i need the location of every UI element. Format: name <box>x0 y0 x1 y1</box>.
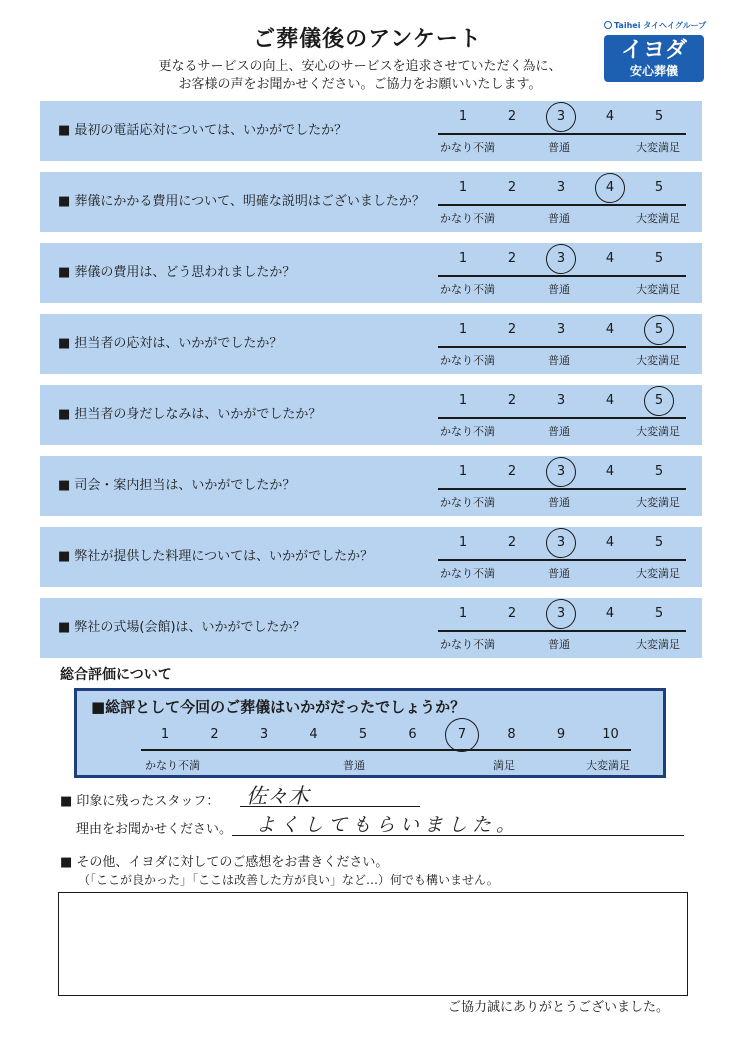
rating-option[interactable]: 4 <box>605 464 615 479</box>
question-row <box>40 243 702 303</box>
rating-option[interactable]: 3 <box>556 393 566 408</box>
rating-option[interactable]: 2 <box>507 109 517 124</box>
scale-label-high: 大変満足 <box>636 354 680 367</box>
rating-option[interactable]: 2 <box>507 393 517 408</box>
scale-label-mid: 普通 <box>548 354 570 367</box>
scale-line <box>141 749 631 751</box>
rating-option[interactable]: 3 <box>556 322 566 337</box>
rating-option[interactable]: 3 <box>556 464 566 479</box>
scale-line <box>438 133 686 135</box>
selected-rating-circle <box>641 383 677 419</box>
overall-rating-option[interactable]: 3 <box>259 727 269 742</box>
selected-rating-circle <box>592 170 628 206</box>
scale-line <box>438 488 686 490</box>
selected-rating-circle <box>543 241 579 277</box>
scale-label-mid: 普通 <box>548 496 570 509</box>
scale-label-mid: 普通 <box>548 425 570 438</box>
question-text: ■ 葬儀の費用は、どう思われましたか？ <box>58 265 296 280</box>
rating-scale <box>438 456 686 516</box>
page-title: ご葬儀後のアンケート <box>253 27 482 52</box>
rating-option[interactable]: 1 <box>458 535 468 550</box>
scale-line <box>438 275 686 277</box>
scale-label-high: 大変満足 <box>636 496 680 509</box>
overall-rating-option[interactable]: 5 <box>358 727 368 742</box>
rating-scale <box>438 598 686 658</box>
overall-rating-option[interactable]: 6 <box>408 727 417 742</box>
rating-scale <box>438 243 686 303</box>
question-row <box>40 456 702 516</box>
question-text: ■ 葬儀にかかる費用について、明確な説明はございましたか？ <box>58 194 425 209</box>
scale-label-low: かなり不満 <box>440 212 495 225</box>
scale-label-mid: 普通 <box>548 283 570 296</box>
rating-option[interactable]: 1 <box>458 464 468 479</box>
logo-box <box>604 35 704 82</box>
rating-scale <box>438 527 686 587</box>
scale-label-mid: 普通 <box>548 212 570 225</box>
question-text: ■ 担当者の応対は、いかがでしたか？ <box>58 336 283 351</box>
intro-line-2: お客様の声をお聞かせください。ご協力をお願いいたします。 <box>178 77 542 92</box>
rating-option[interactable]: 5 <box>654 464 664 479</box>
selected-rating-circle <box>641 312 677 348</box>
other-comments-hint: （「ここが良かった」「ここは改善した方が良い」など…）何でも構いません。 <box>78 873 499 887</box>
question-row <box>40 598 702 658</box>
company-logo <box>604 20 707 94</box>
comment-box[interactable] <box>58 892 688 996</box>
group-name: Taihei タイヘイグループ <box>614 21 707 30</box>
scale-label-low: かなり不満 <box>440 638 495 651</box>
scale-label-mid: 普通 <box>343 759 365 772</box>
scale-label-high: 大変満足 <box>586 759 630 772</box>
scale-label-low: かなり不満 <box>440 425 495 438</box>
scale-label-low: かなり不満 <box>440 141 495 154</box>
reason-label: 理由をお聞かせください。 <box>76 822 233 837</box>
overall-question: ■総評として今回のご葬儀はいかがだったでしょうか？ <box>91 698 466 716</box>
rating-option[interactable]: 2 <box>507 251 517 266</box>
scale-label-mid: 普通 <box>548 141 570 154</box>
overall-rating-option[interactable]: 7 <box>457 727 467 742</box>
rating-option[interactable]: 4 <box>605 606 615 621</box>
rating-scale <box>438 101 686 161</box>
overall-scale <box>141 691 631 781</box>
logo-name: イヨダ <box>620 38 687 63</box>
rating-option[interactable]: 5 <box>654 251 664 266</box>
scale-label-low: かなり不満 <box>440 567 495 580</box>
scale-label-low: かなり不満 <box>440 283 495 296</box>
scale-label-high: 大変満足 <box>636 567 680 580</box>
rating-option[interactable]: 1 <box>458 322 468 337</box>
question-row <box>40 314 702 374</box>
question-text: ■ 担当者の身だしなみは、いかがでしたか？ <box>58 407 322 422</box>
rating-option[interactable]: 3 <box>556 535 566 550</box>
rating-scale <box>438 385 686 445</box>
selected-rating-circle <box>543 454 579 490</box>
question-row <box>40 527 702 587</box>
selected-rating-circle <box>543 596 579 632</box>
rating-option[interactable]: 3 <box>556 251 566 266</box>
rating-option[interactable]: 5 <box>654 180 664 195</box>
scale-label-mid: 普通 <box>548 567 570 580</box>
rating-option[interactable]: 4 <box>605 393 615 408</box>
question-row <box>40 385 702 445</box>
group-brand <box>604 20 707 31</box>
rating-option[interactable]: 4 <box>605 535 615 550</box>
scale-label-good: 満足 <box>493 759 515 772</box>
scale-label-high: 大変満足 <box>636 638 680 651</box>
rating-option[interactable]: 3 <box>556 606 566 621</box>
logo-tagline: 安心葬儀 <box>629 64 678 78</box>
overall-rating-option[interactable]: 9 <box>556 727 566 742</box>
overall-rating-option[interactable]: 4 <box>309 727 318 742</box>
rating-option[interactable]: 2 <box>507 606 517 621</box>
question-row <box>40 172 702 232</box>
scale-label-low: かなり不満 <box>145 759 200 772</box>
rating-option[interactable]: 5 <box>654 606 664 621</box>
scale-line <box>438 204 686 206</box>
rating-option[interactable]: 1 <box>458 393 468 408</box>
scale-line <box>438 346 686 348</box>
rating-option[interactable]: 2 <box>507 322 517 337</box>
overall-rating-option[interactable]: 10 <box>602 727 619 742</box>
staff-answer[interactable]: 佐々木 <box>246 784 309 808</box>
selected-rating-circle <box>543 99 579 135</box>
overall-section-title: 総合評価について <box>60 667 172 683</box>
intro-text <box>120 58 600 94</box>
rating-option[interactable]: 5 <box>654 322 664 337</box>
rating-scale <box>438 314 686 374</box>
question-text: ■ 最初の電話応対については、いかがでしたか？ <box>58 123 348 138</box>
scale-line <box>438 630 686 632</box>
overall-rating-option[interactable]: 1 <box>160 727 170 742</box>
scale-label-high: 大変満足 <box>636 212 680 225</box>
overall-rating-box <box>74 688 666 778</box>
rating-option[interactable]: 4 <box>605 180 615 195</box>
rating-option[interactable]: 1 <box>458 606 468 621</box>
scale-line <box>438 559 686 561</box>
rating-option[interactable]: 4 <box>605 322 615 337</box>
rating-option[interactable]: 5 <box>654 109 664 124</box>
scale-label-low: かなり不満 <box>440 354 495 367</box>
taihei-mark-icon <box>604 21 612 29</box>
question-text: ■ 司会・案内担当は、いかがでしたか？ <box>58 478 296 493</box>
rating-scale <box>438 172 686 232</box>
intro-line-1: 更なるサービスの向上、安心のサービスを追求させていただく為に、 <box>158 59 562 74</box>
rating-option[interactable]: 1 <box>458 251 468 266</box>
rating-option[interactable]: 1 <box>458 180 468 195</box>
rating-option[interactable]: 3 <box>556 180 566 195</box>
selected-rating-circle <box>543 525 579 561</box>
rating-option[interactable]: 4 <box>605 109 615 124</box>
overall-rating-option[interactable]: 2 <box>210 727 219 742</box>
scale-label-low: かなり不満 <box>440 496 495 509</box>
scale-label-high: 大変満足 <box>636 283 680 296</box>
question-text: ■ 弊社の式場(会館)は、いかがでしたか？ <box>58 620 306 635</box>
scale-line <box>438 417 686 419</box>
reason-answer[interactable]: よくしてもらいました。 <box>256 814 521 836</box>
scale-label-high: 大変満足 <box>636 425 680 438</box>
question-text: ■ 弊社が提供した料理については、いかがでしたか？ <box>58 549 374 564</box>
rating-option[interactable]: 1 <box>458 109 468 124</box>
rating-option[interactable]: 3 <box>556 109 566 124</box>
rating-option[interactable]: 4 <box>605 251 615 266</box>
rating-option[interactable]: 2 <box>507 464 517 479</box>
staff-label: ■ 印象に残ったスタッフ： <box>60 794 220 809</box>
overall-rating-option[interactable]: 8 <box>507 727 516 742</box>
other-comments-label: ■ その他、イヨダに対してのご感想をお書きください。 <box>60 855 389 870</box>
thanks-text: ご協力誠にありがとうございました。 <box>448 1000 670 1015</box>
rating-option[interactable]: 5 <box>654 535 664 550</box>
rating-option[interactable]: 2 <box>507 535 517 550</box>
scale-label-high: 大変満足 <box>636 141 680 154</box>
scale-label-mid: 普通 <box>548 638 570 651</box>
question-row <box>40 101 702 161</box>
rating-option[interactable]: 2 <box>507 180 517 195</box>
rating-option[interactable]: 5 <box>654 393 664 408</box>
